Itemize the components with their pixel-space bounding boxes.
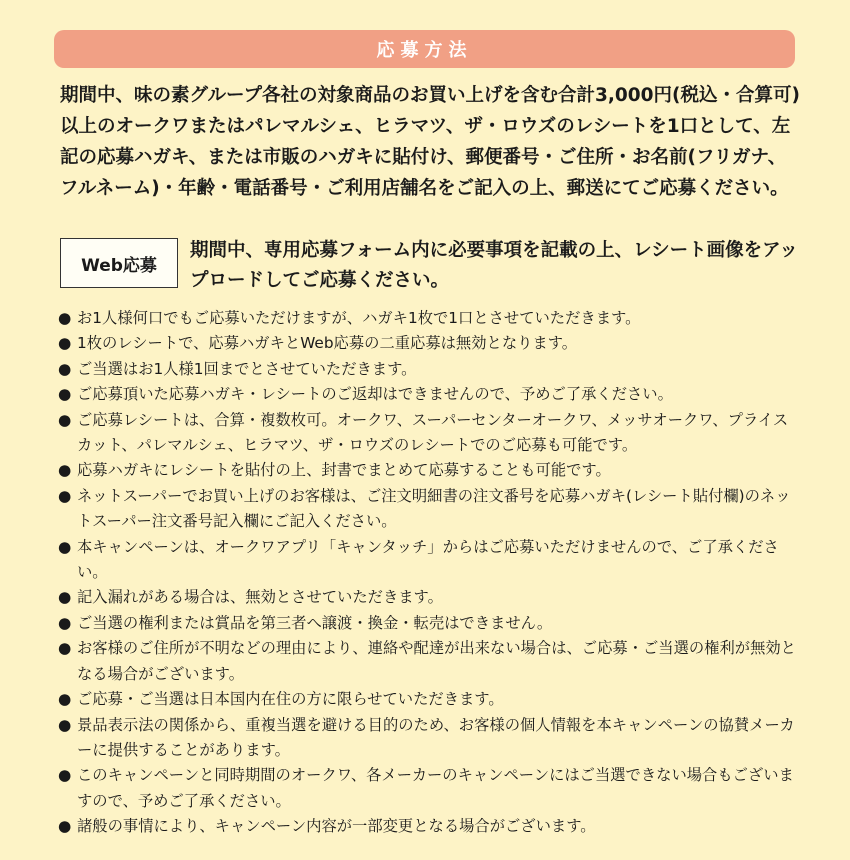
note-item (58, 382, 800, 407)
notes-list (58, 306, 800, 840)
note-item (58, 636, 800, 687)
note-item (58, 713, 800, 764)
note-text: お1人様何口でもご応募いただけますが、ハガキ1枚で1口とさせていただきます。 (77, 309, 641, 327)
section-header (54, 30, 795, 68)
section-title: 応募方法 (376, 40, 473, 61)
note-text: 1枚のレシートで、応募ハガキとWeb応募の二重応募は無効となります。 (77, 334, 578, 353)
bullet-icon: ● (58, 461, 72, 480)
note-item (58, 357, 800, 382)
note-text: このキャンペーンと同時期間のオークワ、各メーカーのキャンペーンにはご当選できない場合もございますので、予めご了承ください。 (77, 766, 794, 810)
note-text: 本キャンペーンは、オークワアプリ「キャンタッチ」からはご応募いただけませんので、ご了承ください。 (77, 537, 779, 582)
note-text: 応募ハガキにレシートを貼付の上、封書でまとめて応募することも可能です。 (77, 461, 611, 480)
bullet-icon: ● (58, 613, 72, 632)
bullet-icon: ● (58, 817, 72, 836)
bullet-icon: ● (58, 309, 72, 327)
bullet-icon: ● (58, 588, 72, 607)
bullet-icon: ● (58, 410, 72, 429)
note-item (58, 814, 800, 839)
web-entry-description: 期間中、専用応募フォーム内に必要事項を記載の上、レシート画像をアップロードしてご応募ください。 (190, 240, 798, 291)
note-item (58, 408, 800, 459)
note-text: 記入漏れがある場合は、無効とさせていただきます。 (77, 588, 443, 607)
note-text: 諸般の事情により、キャンペーン内容が一部変更となる場合がございます。 (77, 817, 596, 836)
note-text: ご応募・ご当選は日本国内在住の方に限らせていただきます。 (77, 690, 504, 709)
note-item (58, 458, 800, 483)
bullet-icon: ● (58, 715, 72, 734)
bullet-icon: ● (58, 766, 72, 785)
note-text: ご応募レシートは、合算・複数枚可。オークワ、スーパーセンターオークワ、メッサオークワ、プライスカット、パレマルシェ、ヒラマツ、ザ・ロウズのレシートでのご応募も可能です。 (77, 410, 789, 455)
note-text: お客様のご住所が不明などの理由により、連絡や配達が出来ない場合は、ご応募・ご当選の権利が無効となる場合がございます。 (77, 639, 796, 683)
bullet-icon: ● (58, 359, 72, 378)
note-text: ご当選の権利または賞品を第三者へ譲渡・換金・転売はできません。 (77, 613, 553, 632)
note-item (58, 306, 800, 331)
note-item (58, 611, 800, 636)
note-item (58, 484, 800, 535)
bullet-icon: ● (58, 537, 72, 556)
note-text: ネットスーパーでお買い上げのお客様は、ご注文明細書の注文番号を応募ハガキ(レシート貼付欄)のネットスーパー注文番号記入欄にご記入ください。 (77, 486, 791, 531)
bullet-icon: ● (58, 385, 72, 404)
bullet-icon: ● (58, 639, 72, 658)
note-item (58, 763, 800, 814)
note-item (58, 331, 800, 356)
web-entry-label-box (60, 238, 178, 288)
bullet-icon: ● (58, 334, 72, 353)
note-item (58, 687, 800, 712)
intro-paragraph: 期間中、味の素グループ各社の対象商品のお買い上げを含む合計3,000円(税込・合算可)以上のオークワまたはパレマルシェ、ヒラマツ、ザ・ロウズのレシートを1口として、左記の応募ハガキ、または市販のハガキに貼付け、郵便番号・ご住所・お名前(フリガナ、フルネーム)・年齢・電話番号・ご利用店舗名をご記入の上、郵送にてご応募ください。 (60, 85, 800, 199)
note-text: ご応募頂いた応募ハガキ・レシートのご返却はできませんので、予めご了承ください。 (77, 385, 673, 404)
note-text: ご当選はお1人様1回までとさせていただきます。 (77, 359, 417, 378)
note-text: 景品表示法の関係から、重複当選を避ける目的のため、お客様の個人情報を本キャンペーンの協賛メーカーに提供することがあります。 (77, 715, 795, 759)
bullet-icon: ● (58, 486, 72, 505)
note-item (58, 535, 800, 586)
bullet-icon: ● (58, 690, 72, 709)
web-entry-label: Web応募 (81, 255, 157, 276)
note-item (58, 585, 800, 610)
web-entry-row (60, 238, 800, 296)
